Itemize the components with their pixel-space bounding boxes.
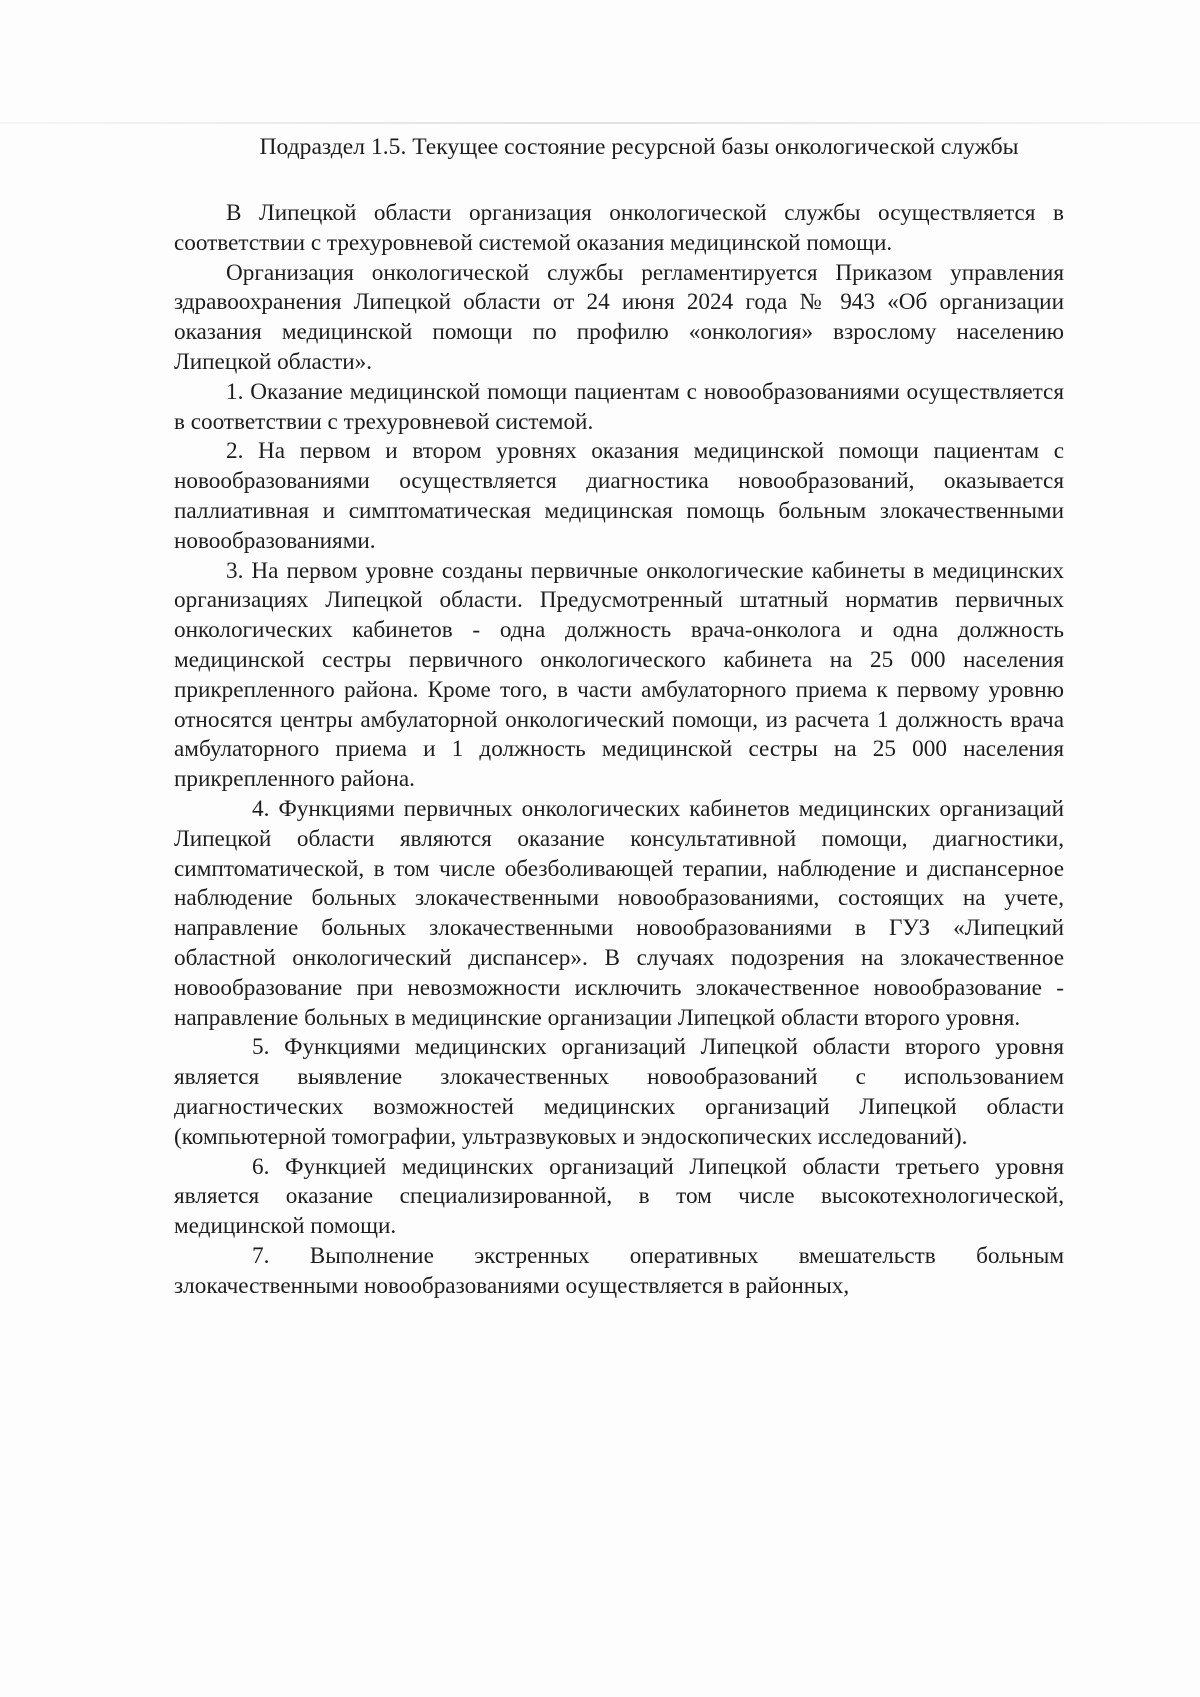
scan-artifact-line: [0, 122, 1200, 124]
paragraph-intro: В Липецкой области организация онкологической службы осуществляется в соответствии с трехуровневой системой оказания медицинской помощи.: [174, 200, 1064, 256]
paragraph-item-3: 3. На первом уровне созданы первичные онкологические кабинеты в медицинских организациях Липецкой области. Предусмотренный штатный норматив первичных онкологических кабинетов - одна должность врача-онколога и одна должность медицинской сестры первичного онкологического кабинета на 25 000 населения прикрепленного района. Кроме того, в части амбулаторного приема к первому уровню относятся центры амбулаторной онкологический помощи, из расчета 1 должность врача амбулаторного приема и 1 должность медицинской сестры на 25 000 населения прикрепленного района.: [174, 557, 1064, 793]
section-heading: Подраздел 1.5. Текущее состояние ресурсной базы онкологической службы: [259, 134, 1019, 160]
document-body: [174, 132, 1064, 1301]
paragraph-regulation: Организация онкологической службы регламентируется Приказом управления здравоохранения Липецкой области от 24 июня 2024 года № 943 «Об организации оказания медицинской помощи по профилю «онкология» взрослому населению Липецкой области».: [174, 259, 1064, 375]
paragraph-item-1: 1. Оказание медицинской помощи пациентам с новообразованиями осуществляется в соответствии с трехуровневой системой.: [174, 378, 1064, 435]
paragraph-item-6: 6. Функцией медицинских организаций Липецкой области третьего уровня является оказание специализированной, в том числе высокотехнологической, медицинской помощи.: [174, 1153, 1064, 1240]
paragraph-item-5: 5. Функциями медицинских организаций Липецкой области второго уровня является выявление злокачественных новообразований с использованием диагностических возможностей медицинских организаций Липецкой области (компьютерной томографии, ультразвуковых и эндоскопических исследований).: [174, 1034, 1064, 1150]
paragraph-item-2: 2. На первом и втором уровнях оказания медицинской помощи пациентам с новообразованиями осуществляется диагностика новообразований, оказывается паллиативная и симптоматическая медицинская помощь больным злокачественными новообразованиями.: [174, 438, 1064, 554]
paragraph-item-7: 7. Выполнение экстренных оперативных вмешательств больным злокачественными новообразованиями осуществляется в районных,: [174, 1242, 1064, 1299]
paragraph-item-4: 4. Функциями первичных онкологических кабинетов медицинских организаций Липецкой области являются оказание консультативной помощи, диагностики, симптоматической, в том числе обезболивающей терапии, наблюдение и диспансерное наблюдение больных злокачественными новообразованиями, состоящих на учете, направление больных злокачественными новообразованиями в ГУЗ «Липецкий областной онкологический диспансер». В случаях подозрения на злокачественное новообразование при невозможности исключить злокачественное новообразование - направление больных в медицинские организации Липецкой области второго уровня.: [174, 795, 1064, 1031]
